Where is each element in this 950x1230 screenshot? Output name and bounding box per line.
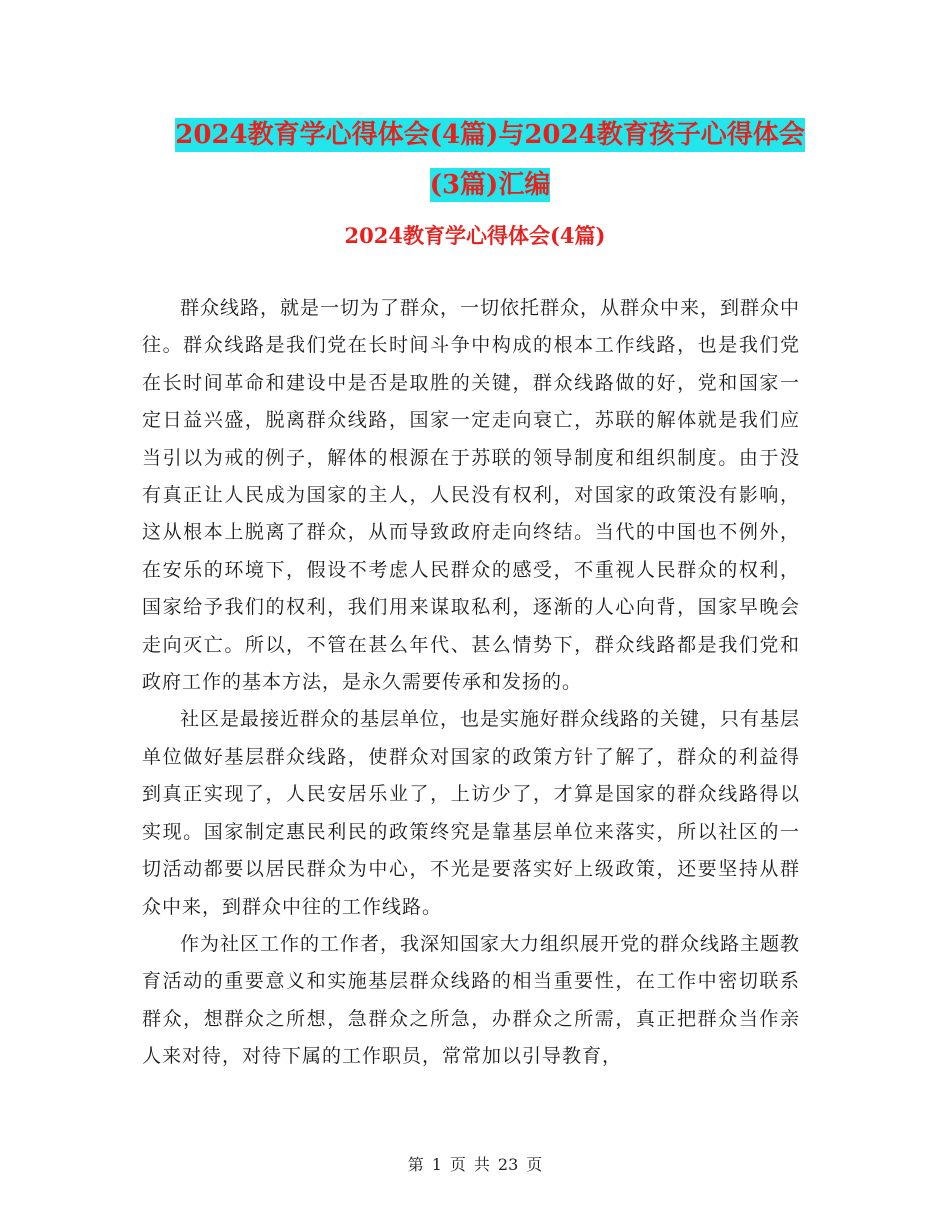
body-text bbox=[142, 290, 800, 1076]
footer-page-label: 页 bbox=[449, 1155, 466, 1174]
paragraph-2: 社区是最接近群众的基层单位，也是实施好群众线路的关键，只有基层单位做好基层群众线路，使群众对国家的政策方针了解了，群众的利益得到真正实现了，人民安居乐业了，上访少了，才算是国家的群众线路得以实现。国家制定惠民利民的政策终究是靠基层单位来落实，所以社区的一切活动都要以居民群众为中心，不光是要落实好上级政策，还要坚持从群众中来，到群众中往的工作线路。 bbox=[142, 708, 801, 918]
paragraph-3: 作为社区工作的工作者，我深知国家大力组织展开党的群众线路主题教育活动的重要意义和实施基层群众线路的相当重要性，在工作中密切联系群众，想群众之所想，急群众之所急，办群众之所需，真正把群众当作亲人来对待，对待下属的工作职员，常常加以引导教育， bbox=[142, 932, 801, 1068]
document-title bbox=[140, 110, 840, 210]
page-footer bbox=[0, 1152, 950, 1175]
document-title-line2: (3篇)汇编 bbox=[429, 170, 551, 200]
footer-suffix: 页 bbox=[526, 1155, 543, 1174]
footer-prefix: 第 bbox=[407, 1155, 424, 1174]
footer-total-pages: 23 bbox=[497, 1155, 519, 1174]
footer-total-label: 共 bbox=[473, 1155, 490, 1174]
document-title-line1: 2024教育学心得体会(4篇)与2024教育孩子心得体会 bbox=[175, 120, 805, 150]
paragraph-1: 群众线路，就是一切为了群众，一切依托群众，从群众中来，到群众中往。群众线路是我们党在长时间斗争中构成的根本工作线路，也是我们党在长时间革命和建设中是否是取胜的关键，群众线路做的好，党和国家一定日益兴盛，脱离群众线路，国家一定走向衰亡，苏联的解体就是我们应当引以为戒的例子，解体的根源在于苏联的领导制度和组织制度。由于没有真正让人民成为国家的主人，人民没有权利，对国家的政策没有影响，这从根本上脱离了群众，从而导致政府走向终结。当代的中国也不例外，在安乐的环境下，假设不考虑人民群众的感受，不重视人民群众的权利，国家给予我们的权利，我们用来谋取私利，逐渐的人心向背，国家早晚会走向灭亡。所以，不管在甚么年代、甚么情势下，群众线路都是我们党和政府工作的基本方法，是永久需要传承和发扬的。 bbox=[142, 297, 801, 694]
section-title: 2024教育学心得体会(4篇) bbox=[344, 223, 606, 248]
footer-page-number: 1 bbox=[431, 1155, 442, 1174]
